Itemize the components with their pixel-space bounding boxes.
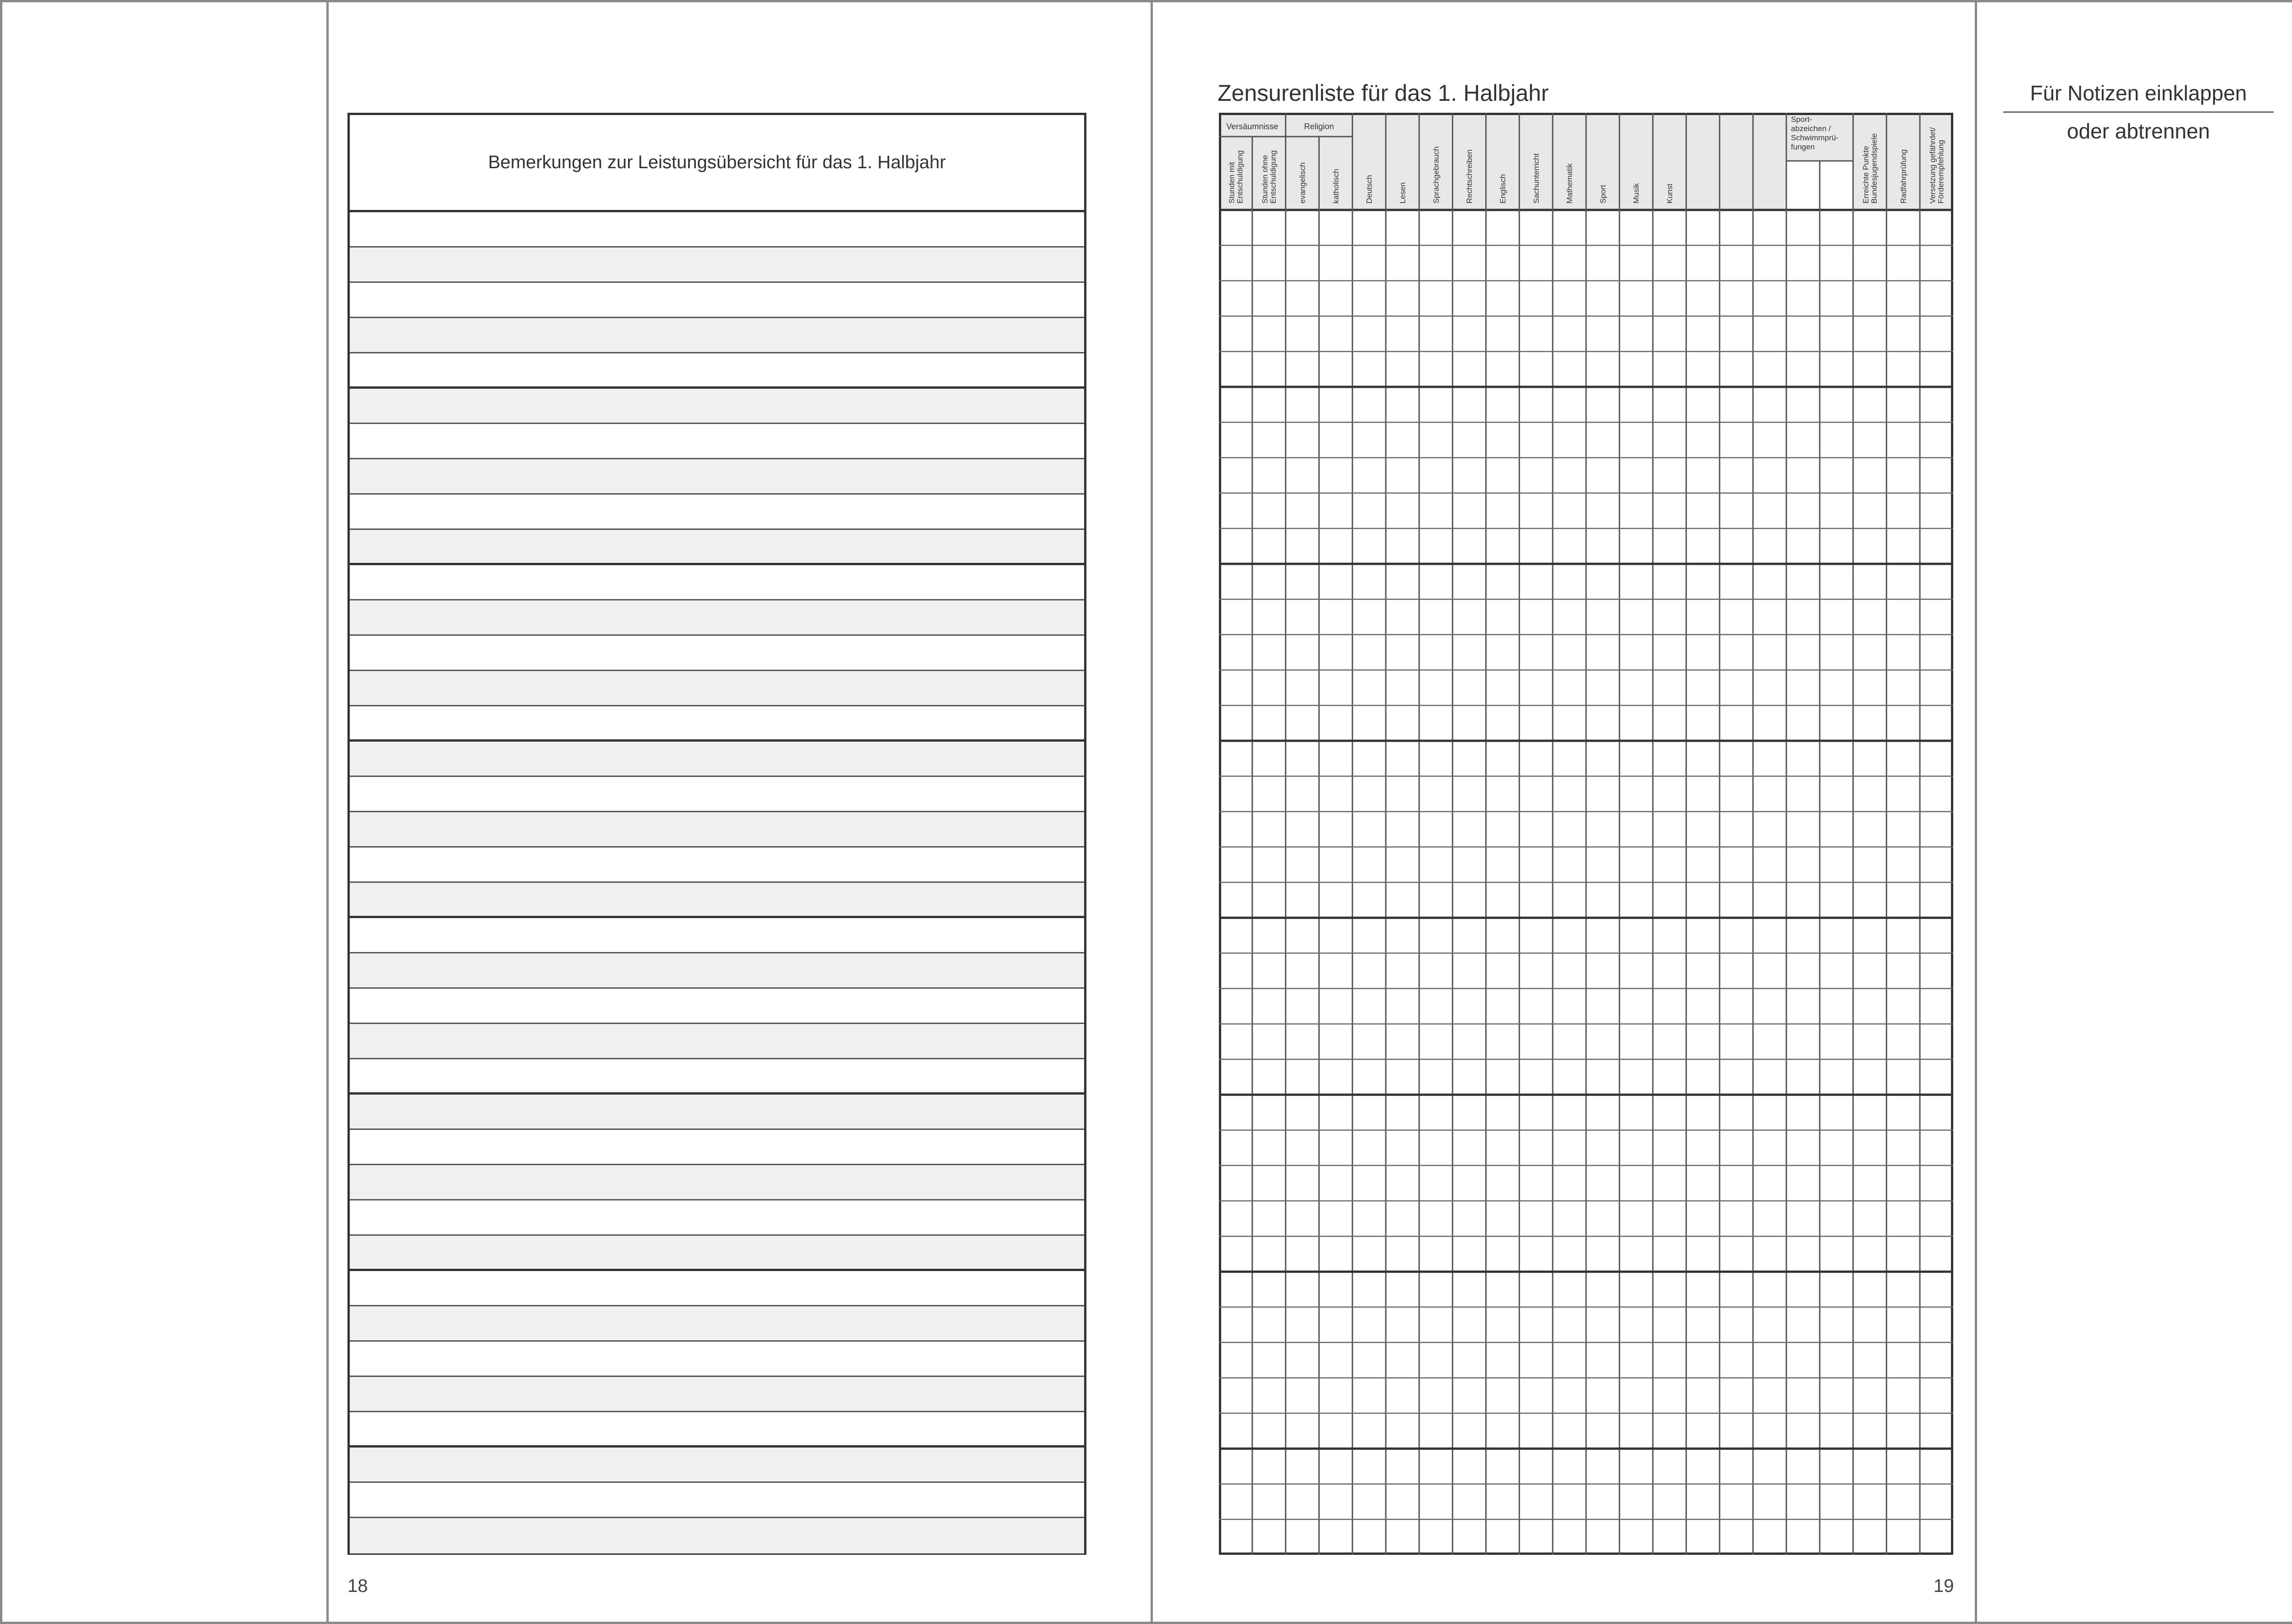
remarks-row: [350, 283, 1084, 318]
group-header-sport: Sport-: [1791, 115, 1813, 124]
group-header-versaeumnisse: Versäumnisse: [1226, 122, 1278, 131]
column-label: Förderempfehlung: [1936, 140, 1945, 204]
remarks-row: [350, 1412, 1084, 1448]
grade-list-table: [1219, 113, 1953, 1555]
column-label: Mathematik: [1565, 163, 1574, 204]
remarks-row: [350, 848, 1084, 883]
page-number-right: 19: [1934, 1576, 1954, 1596]
remarks-row: [350, 1483, 1084, 1518]
remarks-row: [350, 459, 1084, 495]
right-flap-panel: [1975, 0, 2292, 1624]
column-label: Rechtschreiben: [1465, 149, 1474, 204]
column-label: Entschuldigung: [1269, 150, 1278, 204]
remarks-row: [350, 1130, 1084, 1165]
column-label: Musik: [1632, 183, 1641, 204]
remarks-row: [350, 671, 1084, 706]
remarks-row: [350, 565, 1084, 600]
remarks-row: [350, 636, 1084, 671]
column-label: Versetzung gefährdet/: [1928, 127, 1937, 204]
remarks-row: [350, 953, 1084, 989]
remarks-row: [350, 212, 1084, 248]
remarks-row: [350, 742, 1084, 777]
remarks-row: [350, 706, 1084, 742]
remarks-row: [350, 1271, 1084, 1306]
remarks-row: [350, 1306, 1084, 1342]
column-label: Sachunterricht: [1532, 153, 1541, 204]
group-header-sport: Schwimmprü-: [1791, 133, 1839, 142]
group-header-sport: fungen: [1791, 143, 1815, 151]
remarks-row: [350, 1236, 1084, 1271]
remarks-row: [350, 353, 1084, 389]
column-label: Stunden ohne: [1261, 155, 1270, 204]
remarks-row: [350, 1059, 1084, 1095]
remarks-row: [350, 248, 1084, 283]
remarks-row: [350, 530, 1084, 565]
flap-note-line1: Für Notizen einklappen: [2030, 81, 2247, 105]
remarks-table: [347, 113, 1086, 1555]
column-label: Sprachgebrauch: [1432, 146, 1441, 204]
page-number-left: 18: [347, 1576, 368, 1596]
remarks-row: [350, 1200, 1084, 1236]
remarks-row: [350, 495, 1084, 530]
remarks-row: [350, 424, 1084, 459]
flap-note: [2003, 75, 2274, 149]
remarks-row: [350, 600, 1084, 636]
column-label: Kunst: [1665, 183, 1675, 204]
column-label: Bundesjugendspiele: [1869, 133, 1879, 204]
remarks-row: [350, 777, 1084, 812]
column-label: Stunden mit: [1227, 162, 1236, 204]
column-label: Erreichte Punkte: [1861, 146, 1870, 204]
column-label: Deutsch: [1365, 175, 1374, 204]
flap-note-line2: oder abtrennen: [2066, 119, 2210, 143]
column-label: Entschuldigung: [1235, 150, 1245, 204]
remarks-row: [350, 389, 1084, 424]
header-cell-bg: [1753, 113, 1786, 210]
remarks-row: [350, 1342, 1084, 1377]
column-label: Englisch: [1498, 174, 1507, 204]
left-flap-panel: [0, 0, 329, 1624]
group-header-religion: Religion: [1304, 122, 1334, 131]
remarks-row: [350, 318, 1084, 353]
remarks-row: [350, 883, 1084, 918]
remarks-rows: [350, 212, 1084, 1553]
remarks-row: [350, 1377, 1084, 1412]
column-label: Lesen: [1398, 182, 1407, 204]
remarks-row: [350, 812, 1084, 848]
remarks-title: Bemerkungen zur Leistungsübersicht für das 1. Halbjahr: [350, 115, 1084, 212]
column-label: katholisch: [1331, 169, 1340, 204]
header-cell-bg: [1719, 113, 1753, 210]
column-label: Radfahrprüfung: [1899, 149, 1908, 204]
header-cell-bg: [1686, 113, 1719, 210]
group-header-sport: abzeichen /: [1791, 124, 1831, 133]
grade-list-title: Zensurenliste für das 1. Halbjahr: [1218, 80, 1549, 106]
remarks-row: [350, 1165, 1084, 1200]
remarks-row: [350, 1024, 1084, 1059]
remarks-row: [350, 918, 1084, 953]
column-label: Sport: [1598, 185, 1608, 204]
remarks-row: [350, 989, 1084, 1024]
remarks-row: [350, 1448, 1084, 1483]
remarks-row: [350, 1518, 1084, 1553]
remarks-row: [350, 1095, 1084, 1130]
column-label: evangelisch: [1298, 162, 1307, 204]
